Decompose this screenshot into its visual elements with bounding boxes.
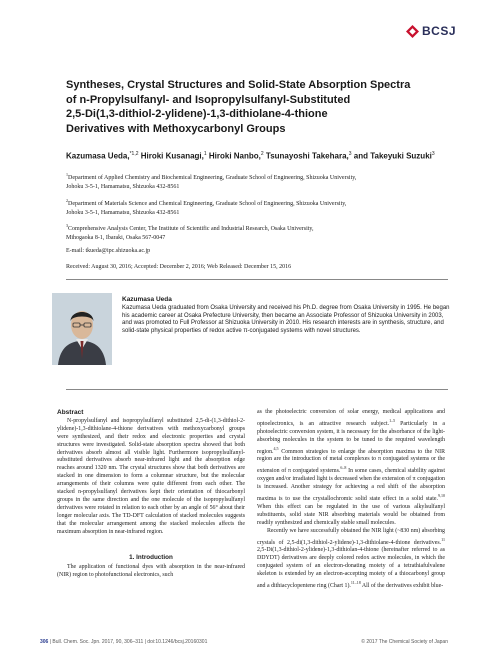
citation-ref: 4,5 bbox=[273, 445, 279, 451]
text-run: All of the derivatives exhibit blue- bbox=[360, 583, 444, 590]
abstract-text: N-propylsulfanyl and isopropylsulfanyl substituted 2,5-di-(1,3-dithiol-2-ylidene)-1,3-dithiolane-4-thione derivatives with methoxycarbonyl groups were synthesized, and their redox and electronic properties and crystal structures were investigated. Solid-state absorption spectra showed that both derivatives absorb almost all visible light. Furthermore isopropylsulfanyl-substituted derivatives absorb near-infrared light and the absorption edge reaches around 1320 nm. The crystal structures show that both derivatives are stacked in one dimension to form a columnar structure, but the molecular arrangements of their columns were quite different from each other. The stacked n-propylsulfanyl derivatives kept their orientation of thiocarbonyl groups in the same direction and the one molecule of the isopropylsulfanyl derivatives were rotated in relation to each other by an angle of 56° about their longer molecular axis. The TD-DFT calculation of stacked molecules suggests that the molecular arrangement among the stacked molecules affects the maximum absorption in near-infrared region. bbox=[57, 417, 245, 535]
text-run: Recently we have successfully obtained the NIR light (~830 nm) absorbing crystals of 2,5-di(1,3-dithiol-2-ylidene)-1,3-dithiolane-4-thione derivatives. bbox=[257, 527, 445, 546]
citation-ref: 11 bbox=[441, 536, 445, 542]
author-affil-mark: 2 bbox=[260, 151, 264, 157]
author-name: Hiroki Kusanagi, bbox=[140, 151, 204, 161]
publication-dates: Received: August 30, 2016; Accepted: December 2, 2016; Web Released: December 15, 2016 bbox=[66, 263, 292, 270]
affiliation-number: 2 bbox=[66, 197, 68, 203]
journal-logo-text: BCSJ bbox=[421, 24, 456, 38]
author-affil-mark: 3 bbox=[348, 151, 352, 157]
author-name: Tsunayoshi Takehara, bbox=[265, 151, 349, 161]
section-heading-introduction: 1. Introduction bbox=[129, 553, 173, 561]
text-run: 2,5-Di(1,3-dithiol-2-ylidene)-1,3-dithiolan-4-thione (hereinafter referred to as DDYDT) derivatives are deeply colored redox active molecules, in which the conjugated system of an electron-donating moiety of a tetrathiafulvalene skeleton is extended by an electron-accepting moiety of a thiocarbonyl group and a dithiacyclopentene ring (Chart 1). bbox=[257, 547, 445, 590]
contact-email: E-mail: tkueda@ipc.shizuoka.ac.jp bbox=[66, 247, 151, 254]
text-run: Common strategies to enlarge the absorption maxima to the NIR region are the introduction of metal complexes to π conjugated systems or the extension of π conjugated systems. bbox=[257, 448, 445, 475]
bcsj-logo-icon bbox=[406, 25, 419, 38]
text-run: When this effect can be regulated in the use of various alkylsulfanyl substituents, solid state NIR absorbing materials would be obtained from readily synthesized and chemically stable small molecules. bbox=[257, 503, 445, 526]
left-column bbox=[57, 409, 245, 580]
affiliation-item bbox=[66, 170, 446, 192]
affiliation-line: Johoku 3-5-1, Hamamatsu, Shizuoka 432-8561 bbox=[66, 209, 180, 216]
author-portrait-icon bbox=[52, 293, 112, 365]
author-name: Kazumasa Ueda, bbox=[66, 151, 130, 161]
affiliation-line: Department of Materials Science and Chemical Engineering, Graduate School of Engineering, Shizuoka University, bbox=[68, 200, 347, 207]
bio-text: Kazumasa Ueda graduated from Osaka University and received his Ph.D. degree from Osaka University in 1995. He began his academic career at Osaka Prefecture University, then became an Associate Professor of Shizuoka University in 2003, and was promoted to Full Professor at Shizuoka University in 2010. His research interests are in synthesis, structure, and solid-state physical properties of redox active π-conjugated systems with novel structures. bbox=[122, 305, 450, 334]
affiliation-line: Johoku 3-5-1, Hamamatsu, Shizuoka 432-8561 bbox=[66, 184, 180, 190]
citation-ref: 11–18 bbox=[350, 580, 361, 586]
citation-ref: 6–8 bbox=[340, 465, 347, 471]
affiliation-number: 3 bbox=[66, 223, 68, 228]
citation-text[interactable]: | Bull. Chem. Soc. Jpn. 2017, 90, 306–311 | doi:10.1246/bcsj.20160301 bbox=[48, 639, 208, 645]
journal-logo bbox=[406, 24, 456, 38]
affiliation-item bbox=[66, 221, 446, 243]
author-affil-mark: *1,2 bbox=[129, 151, 139, 157]
bio-name: Kazumasa Ueda bbox=[122, 296, 172, 303]
paper-title bbox=[66, 78, 426, 136]
affiliations bbox=[66, 170, 446, 272]
affiliation-line: Mihogaoka 8-1, Ibaraki, Osaka 567-0047 bbox=[66, 235, 166, 241]
text-run: Particularly in a photoelectric conversion system, it is necessary for the absorbance of the light-absorbing molecules in the system to be tuned to the required wavelength region. bbox=[257, 420, 445, 455]
affiliation-number: 1 bbox=[66, 172, 68, 177]
citation-ref: 9,10 bbox=[438, 493, 445, 499]
title-line: 2,5-Di(1,3-dithiol-2-ylidene)-1,3-dithiolane-4-thione bbox=[66, 108, 328, 120]
author-name: Hiroki Nanbo, bbox=[208, 151, 261, 161]
intro-text: The application of functional dyes with absorption in the near-infrared (NIR) region to photofunctional electronics, such bbox=[57, 564, 245, 579]
citation-ref: 1–5 bbox=[389, 417, 396, 423]
divider bbox=[66, 279, 448, 280]
title-line: Derivatives with Methoxycarbonyl Groups bbox=[66, 122, 286, 135]
affiliation-line: Comprehensive Analysis Center, The Institute of Scientific and Industrial Research, Osaka University, bbox=[68, 226, 314, 232]
page-number: 306 bbox=[40, 639, 49, 645]
text-run: In some cases, chemical stability against oxygen and/or irradiated light is decreased when the extension of π conjugation is increased. Another strategy for achieving a red shift of the absorption maxima is to use the crystallochromic solid state effect in a solid state. bbox=[257, 468, 445, 503]
affiliation-line: Department of Applied Chemistry and Biochemical Engineering, Graduate School of Engineering, Shizuoka University, bbox=[68, 175, 357, 181]
right-column bbox=[257, 409, 445, 591]
text-run: as the photoelectric conversion of solar energy, medical applications and optoelectronics, is an attractive research subject. bbox=[257, 409, 445, 427]
paragraph bbox=[257, 409, 445, 528]
author-name: and Takeyuki Suzuki bbox=[353, 151, 432, 161]
affiliation-item bbox=[66, 196, 446, 218]
title-line: of n-Propylsulfanyl- and Isopropylsulfanyl-Substituted bbox=[66, 93, 351, 106]
footer-copyright: © 2017 The Chemical Society of Japan bbox=[361, 639, 448, 645]
author-list bbox=[66, 151, 446, 161]
author-affil-mark: 3 bbox=[431, 151, 435, 157]
paragraph bbox=[257, 528, 445, 591]
author-photo bbox=[52, 293, 112, 365]
footer-citation bbox=[40, 639, 207, 645]
title-line: Syntheses, Crystal Structures and Solid-State Absorption Spectra bbox=[66, 79, 411, 91]
author-affil-mark: 1 bbox=[203, 151, 207, 157]
divider bbox=[66, 389, 448, 390]
abstract-heading: Abstract bbox=[57, 409, 84, 416]
